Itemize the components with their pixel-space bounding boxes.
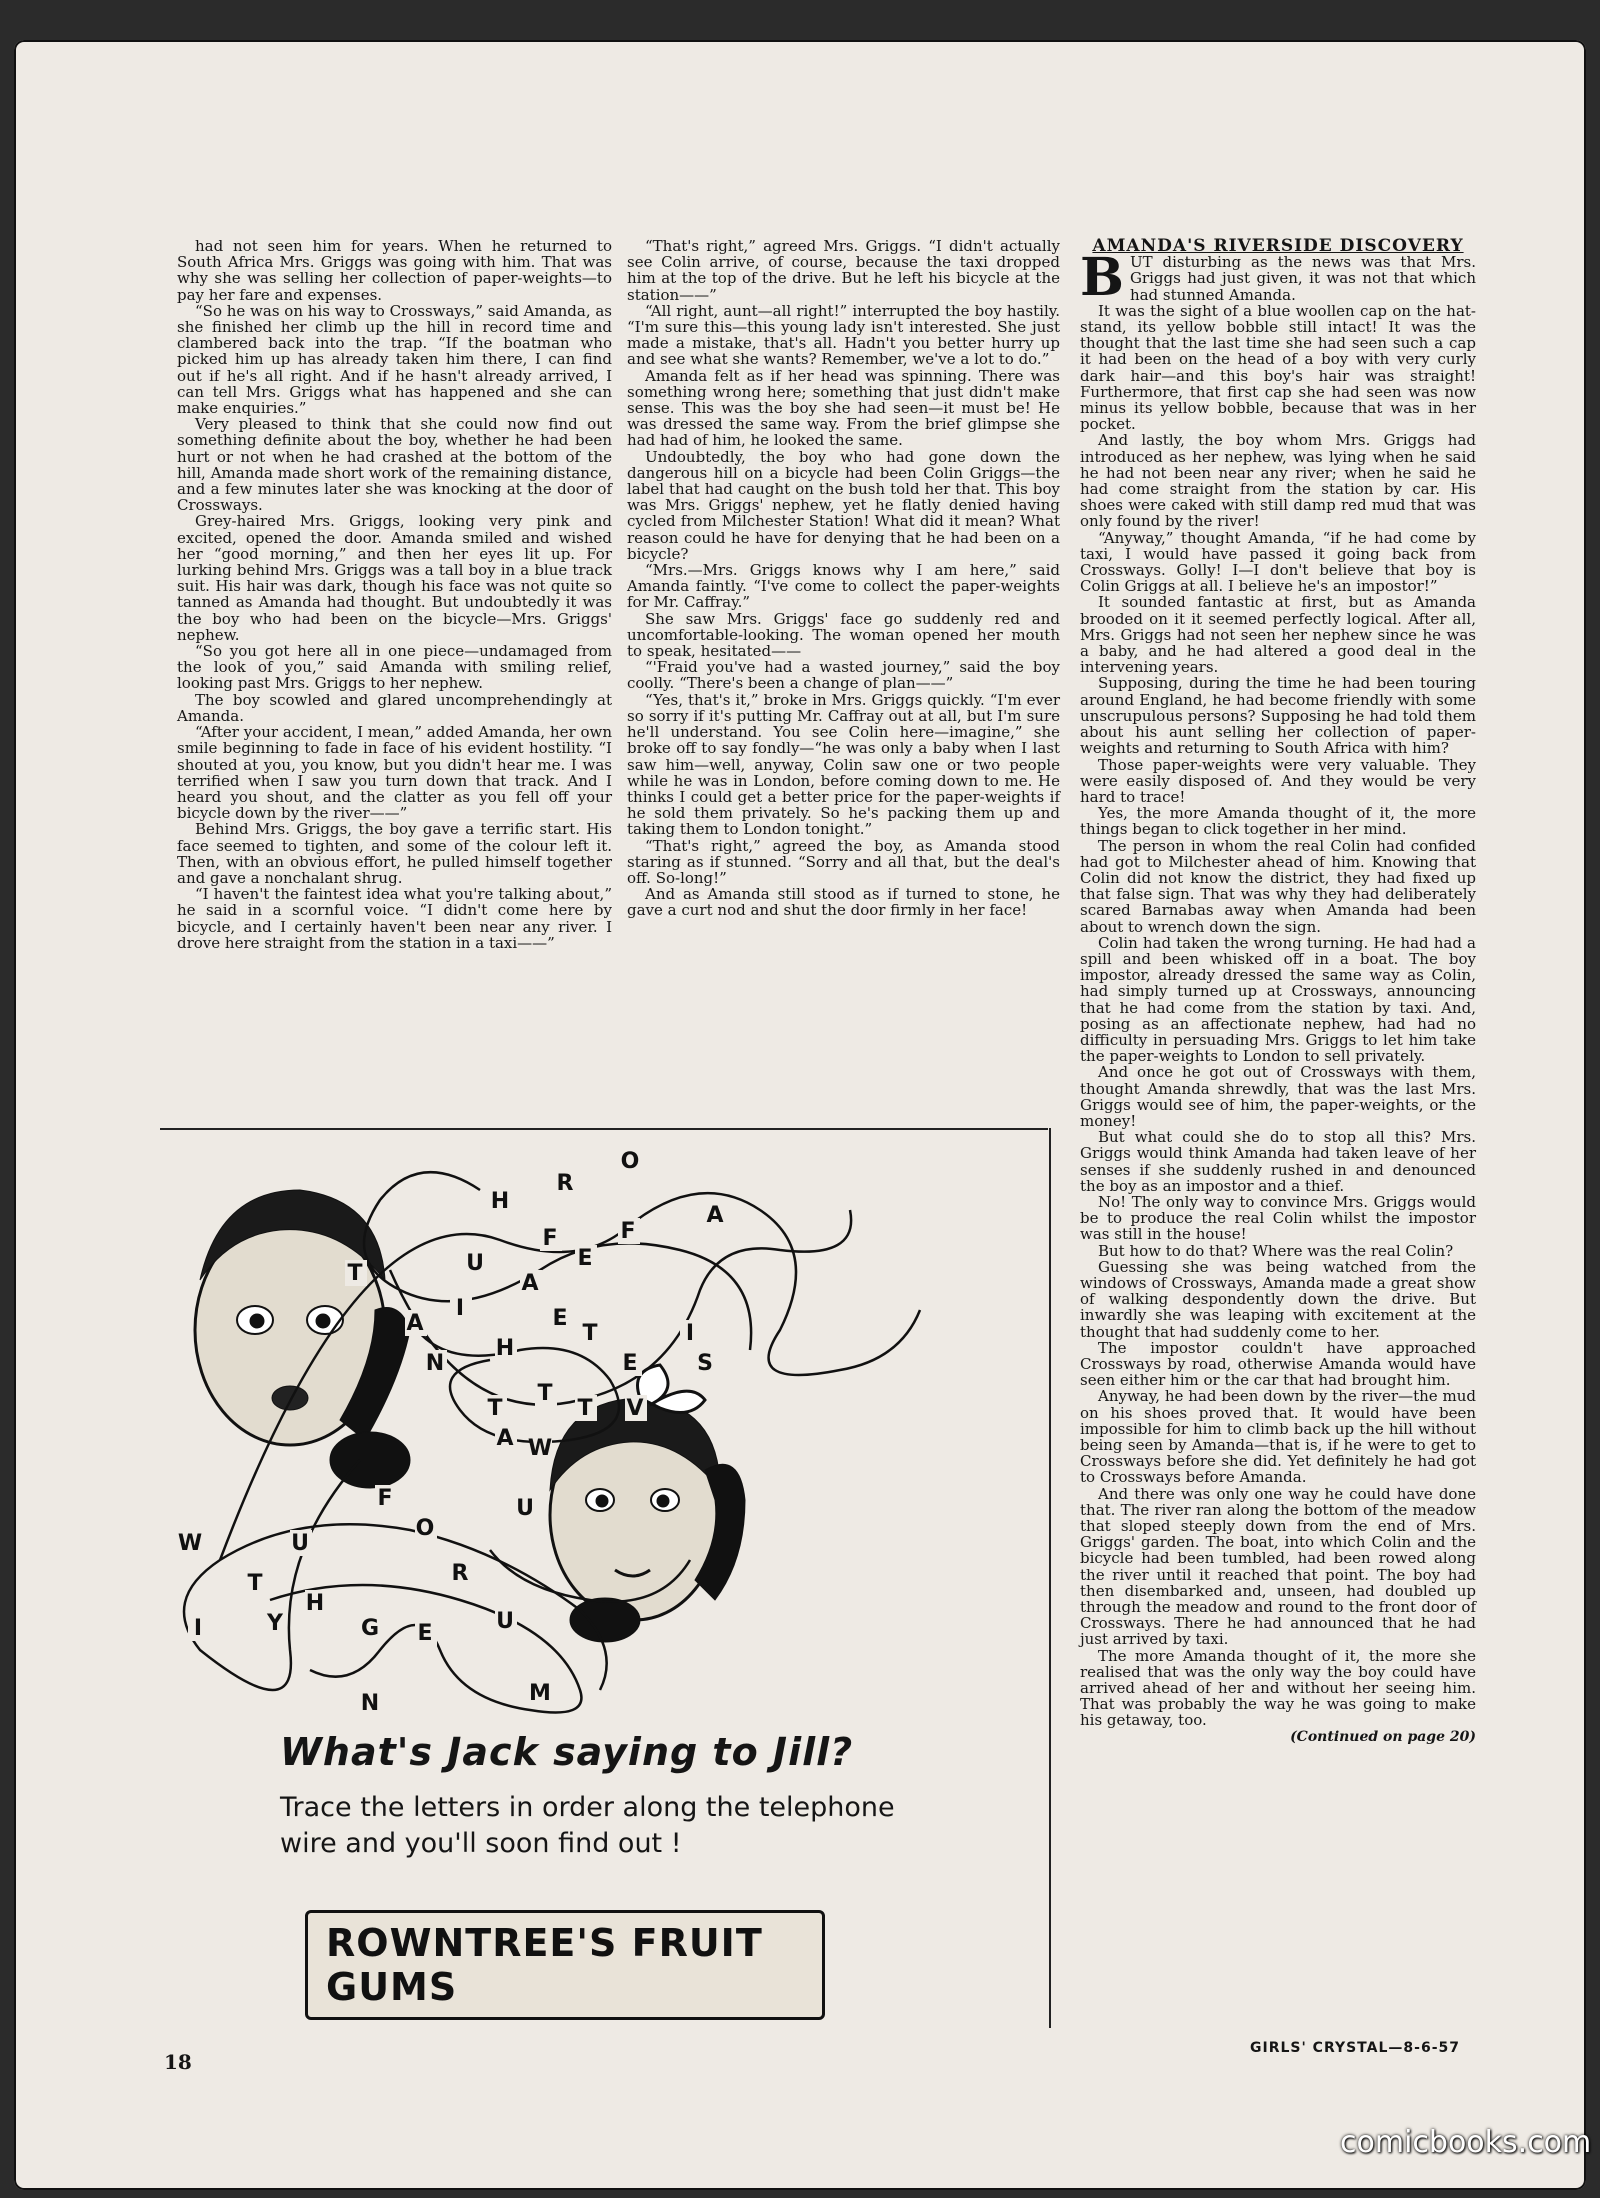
puzzle-letter: E [417, 1621, 433, 1646]
puzzle-letter: F [542, 1226, 558, 1251]
puzzle-letter: V [626, 1396, 644, 1421]
puzzle-letter: I [193, 1616, 203, 1641]
watermark: comicbooks.com [1340, 2125, 1592, 2160]
puzzle-letter: U [466, 1251, 484, 1276]
story-paragraph: Yes, the more Amanda thought of it, the more things began to click together in her mind. [1080, 804, 1476, 839]
story-paragraph: Amanda felt as if her head was spinning. There was something wrong here; something that just didn't make sense. This was the boy she had seen—it must be! He was dressed the same way. From the brief glimpse she had had of him, he looked the same. [627, 366, 1060, 450]
story-paragraph: But how to do that? Where was the real Colin? [1098, 1241, 1454, 1260]
story-paragraph: “So you got here all in one piece—undamaged from the look of you,” said Amanda with smiling relief, looking past Mrs. Griggs to her nephew. [177, 642, 612, 693]
puzzle-letter: F [377, 1486, 393, 1511]
puzzle-letter: E [552, 1306, 568, 1331]
story-paragraph: “Mrs.—Mrs. Griggs knows why I am here,” said Amanda faintly. “I've come to collect the paper-weights for Mr. Caffray.” [627, 561, 1060, 612]
opening-text: UT disturbing as the news was that Mrs. Griggs had just given, it was not that which had stunned Amanda. [1129, 253, 1476, 304]
puzzle-letter: R [556, 1171, 574, 1196]
story-paragraph: The more Amanda thought of it, the more she realised that was the only way the boy could have arrived ahead of her and without her seeing him. That was probably the way he was going to make his getaway, too. [1080, 1646, 1476, 1730]
telephone-wire-puzzle [160, 1130, 1048, 1730]
puzzle-letter: N [360, 1691, 380, 1716]
story-paragraph: “That's right,” agreed the boy, as Amanda stood staring as if stunned. “Sorry and all that, but the deal's off. So-long!” [627, 836, 1060, 887]
story-paragraph: Anyway, he had been down by the river—the mud on his shoes proved that. It would have been impossible for him to climb back up the hill without being seen by Amanda—that is, if he were to get to Crossways before she did. Yet definitely he had got to Crossways before Amanda. [1080, 1387, 1476, 1487]
puzzle-letter: M [529, 1681, 551, 1706]
puzzle-letter: E [622, 1351, 638, 1376]
story-paragraph: “So he was on his way to Crossways,” said Amanda, as she finished her climb up the hill in record time and clambered back into the trap. “If the boatman who picked him up has already taken him there, I can find out if he's all right. And if he hasn't already arrived, I can tell Mrs. Griggs what has happened and she can make enquiries.” [177, 301, 612, 418]
puzzle-letter: T [247, 1571, 263, 1596]
story-paragraph: And lastly, the boy whom Mrs. Griggs had introduced as her nephew, was lying when he said he had not been near any river; when he said he had come straight from the station by car. His shoes were caked with still damp red mud that was only found by the river! [1080, 431, 1476, 531]
story-paragraph: It sounded fantastic at first, but as Amanda brooded on it it seemed perfectly logical. After all, Mrs. Griggs had not seen her nephew since he was a baby, and he had altered a good deal in the intervening years. [1080, 593, 1476, 677]
opening-paragraph [1080, 247, 1476, 309]
puzzle-letter: W [527, 1436, 553, 1461]
puzzle-letter: H [490, 1189, 510, 1214]
story-paragraph: “'Fraid you've had a wasted journey,” said the boy coolly. “There's been a change of plan——” [627, 658, 1060, 693]
page-mark: 18 [164, 2050, 192, 2074]
story-paragraph: And as Amanda still stood as if turned to stone, he gave a curt nod and shut the door firmly in her face! [627, 885, 1060, 920]
story-paragraph: It was the sight of a blue woollen cap on the hat-stand, its yellow bobble still intact! It was the thought that the last time she had seen such a cap it had been on the head of a boy with very curly dark hair—and this boy's hair was straight! Furthermore, that first cap she had seen was now minus its yellow bobble, because that was in her pocket. [1080, 301, 1476, 434]
puzzle-letter: A [496, 1426, 514, 1451]
story-paragraph: “That's right,” agreed Mrs. Griggs. “I didn't actually see Colin arrive, of course, because the taxi dropped him at the top of the drive. But he left his bicycle at the station——” [627, 237, 1060, 304]
story-paragraph: Undoubtedly, the boy who had gone down the dangerous hill on a bicycle had been Colin Griggs—the label that had caught on the bush told her that. This boy was Mrs. Griggs' nephew, yet he flatly denied having cycled from Milchester Station! What did it mean? What reason could he have for denying that he had been on a bicycle? [627, 447, 1060, 563]
story-paragraph: Supposing, during the time he had been touring around England, he had become friendly with some unscrupulous persons? Supposing he had told them about his aunt selling her collection of paper-weights and returning to South Africa with him? [1080, 674, 1476, 758]
section-heading: AMANDA'S RIVERSIDE DISCOVERY [1092, 236, 1464, 256]
puzzle-letter: T [537, 1381, 553, 1406]
puzzle-letter: A [521, 1271, 539, 1296]
story-paragraph: And once he got out of Crossways with them, thought Amanda shrewdly, that was the last Mrs. Griggs would see of him, the paper-weights, or the money! [1080, 1063, 1476, 1130]
instruction-line-2: wire and you'll soon find out ! [280, 1828, 682, 1859]
drop-cap: B [1080, 247, 1124, 309]
story-paragraph: Grey-haired Mrs. Griggs, looking very pink and excited, opened the door. Amanda smiled and wished her “good morning,” and then her eyes lit up. For lurking behind Mrs. Griggs was a tall boy in a blue track suit. His hair was dark, though his face was not quite so tanned as Amanda had thought. But undoubtedly it was the boy who had been on the bicycle—Mrs. Griggs' nephew. [177, 512, 612, 644]
puzzle-letter: F [620, 1219, 636, 1244]
story-column-1 [177, 238, 612, 951]
puzzle-letter: I [455, 1296, 465, 1321]
story-paragraph: “Anyway,” thought Amanda, “if he had come by taxi, I would have passed it going back from Crossways. Golly! I—I don't believe that boy is Colin Griggs at all. I believe he's an impostor!” [1080, 528, 1476, 596]
story-paragraph: had not seen him for years. When he returned to South Africa Mrs. Griggs was going with him. That was why she was selling her collection of paper-weights—to pay her fare and expenses. [177, 237, 612, 304]
puzzle-letter: T [487, 1396, 503, 1421]
story-paragraph: And there was only one way he could have done that. The river ran along the bottom of the meadow that sloped steeply down from the end of Mrs. Griggs' garden. The boat, into which Colin and the bicycle had been tumbled, had been rowed along the river until it reached that point. The boy had then disembarked and, unseen, had doubled up through the meadow and round to the front door of Crossways. There he had announced that he had just arrived by taxi. [1080, 1484, 1476, 1649]
puzzle-letter: N [425, 1351, 445, 1376]
column-3-body [1080, 303, 1476, 1729]
advert-question: What's Jack saying to Jill? [280, 1730, 854, 1774]
puzzle-letter: U [516, 1496, 534, 1521]
story-paragraph: She saw Mrs. Griggs' face go suddenly red and uncomfortable-looking. The woman opened her mouth to speak, hesitated—— [627, 609, 1060, 661]
story-paragraph: “I haven't the faintest idea what you're talking about,” he said in a scornful voice. “I didn't come here by bicycle, and I certainly haven't been near any river. I drove here straight from the station in a taxi——” [177, 885, 612, 952]
puzzle-letter: H [305, 1591, 325, 1616]
story-paragraph: Guessing she was being watched from the windows of Crossways, Amanda made a great show of walking despondently down the drive. But inwardly she was leaping with excitement at the thought that had suddenly come to her. [1080, 1257, 1476, 1341]
advert-side-rule [1049, 1128, 1051, 2028]
puzzle-letter: O [415, 1516, 435, 1541]
story-column-3 [1080, 238, 1476, 1745]
brand-name: ROWNTREE'S FRUIT GUMS [305, 1910, 825, 2020]
puzzle-letter: A [406, 1311, 424, 1336]
puzzle-letter: H [495, 1336, 515, 1361]
puzzle-letter: T [582, 1321, 598, 1346]
puzzle-letter: Y [267, 1611, 283, 1636]
story-paragraph: “After your accident, I mean,” added Amanda, her own smile beginning to fade in face of his evident hostility. “I shouted at you, you know, but you didn't hear me. I was terrified when I saw you turn down that track. And I heard you shout, and the clatter as you fell off your bicycle down by the river——” [177, 723, 612, 823]
puzzle-letter: G [360, 1616, 380, 1641]
puzzle-letter: E [577, 1246, 593, 1271]
story-paragraph: Colin had taken the wrong turning. He had had a spill and been whisked off in a boat. The boy impostor, already dressed the same way as Colin, had simply turned up at Crossways, announcing that he had come from the station by taxi. And, posing as an affectionate nephew, had had no difficulty in persuading Mrs. Griggs to let him take the paper-weights to London to sell privately. [1080, 933, 1476, 1066]
story-paragraph: “All right, aunt—all right!” interrupted the boy hastily. “I'm sure this—this young lady isn't interested. She just made a mistake, that's all. Hadn't you better hurry up and see what she wants? Remember, we've a lot to do.” [627, 301, 1060, 369]
puzzle-letter: T [347, 1261, 363, 1286]
story-paragraph: The boy scowled and glared uncomprehendingly at Amanda. [177, 690, 612, 725]
puzzle-letter: A [706, 1203, 724, 1228]
story-column-2 [627, 238, 1060, 919]
story-paragraph: But what could she do to stop all this? Mrs. Griggs would think Amanda had taken leave of her senses if she suddenly rushed in and denounced the boy as an impostor and a thief. [1080, 1128, 1476, 1195]
story-paragraph: “Yes, that's it,” broke in Mrs. Griggs quickly. “I'm ever so sorry if it's putting Mr. Caffray out at all, but I'm sure he'll understand. You see Colin here—imagine,” she broke off to say fondly—“he was only a baby when I last saw him—well, anyway, Colin saw one or two people while he was in London, before coming down to me. He thinks I could get a better price for the paper-weights if he sold them privately. So he's packing them up and taking them to London tonight.” [627, 690, 1060, 839]
puzzle-letter: I [685, 1321, 695, 1346]
story-paragraph: The impostor couldn't have approached Crossways by road, otherwise Amanda would have seen either him or the car that had brought him. [1080, 1338, 1476, 1390]
instruction-line-1: Trace the letters in order along the telephone [280, 1792, 895, 1823]
puzzle-letter: T [577, 1396, 593, 1421]
jack-illustration [195, 1190, 410, 1488]
puzzle-letter: O [620, 1149, 640, 1174]
fruit-gums-advert [160, 1130, 1048, 2030]
story-paragraph: Very pleased to think that she could now find out something definite about the boy, whether he had been hurt or not when he had crashed at the bottom of the hill, Amanda made short work of the remaining distance, and a few minutes later she was knocking at the door of Crossways. [177, 415, 612, 515]
story-paragraph: Behind Mrs. Griggs, the boy gave a terrific start. His face seemed to tighten, and some of the colour left it. Then, with an obvious effort, he pulled himself together and gave a nonchalant shrug. [177, 820, 612, 887]
issue-footer: GIRLS' CRYSTAL—8-6-57 [1250, 2040, 1460, 2056]
puzzle-letter: U [291, 1531, 309, 1556]
story-paragraph: The person in whom the real Colin had confided had got to Milchester ahead of him. Knowing that Colin did not know the district, they had fixed up that false sign. That was why they had deliberately scared Barnabas away when Amanda had been about to wrench down the sign. [1080, 836, 1476, 936]
puzzle-letter: W [177, 1531, 203, 1556]
continued-note: (Continued on page 20) [1290, 1728, 1476, 1745]
puzzle-letter: S [697, 1351, 713, 1376]
advert-instructions [280, 1790, 980, 1862]
puzzle-letter: U [496, 1609, 514, 1634]
story-paragraph: Those paper-weights were very valuable. They were easily disposed of. And they would be very hard to trace! [1080, 755, 1476, 806]
puzzle-letter: R [451, 1561, 469, 1586]
brand-tube [305, 1910, 825, 2020]
story-paragraph: No! The only way to convince Mrs. Griggs would be to produce the real Colin whilst the impostor was still in the house! [1080, 1192, 1476, 1244]
